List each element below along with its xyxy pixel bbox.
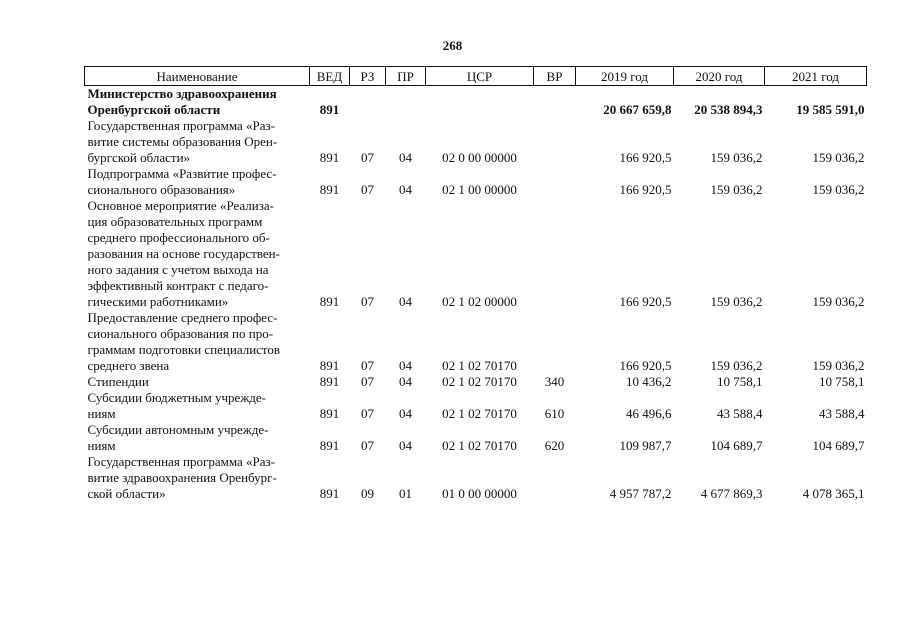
row-csr: 01 0 00 00000	[442, 486, 517, 501]
row-2021: 4 078 365,1	[802, 486, 865, 501]
row-name: Стипендии	[87, 374, 149, 389]
table-row	[85, 390, 867, 422]
row-pr: 04	[399, 294, 412, 309]
row-2019: 166 920,5	[619, 150, 672, 165]
table-row	[85, 118, 867, 166]
table-row	[85, 454, 867, 502]
row-ved: 891	[319, 150, 340, 165]
table-row	[85, 310, 867, 374]
row-rz: 09	[361, 486, 374, 501]
row-pr: 04	[399, 150, 412, 165]
row-ved: 891	[319, 486, 340, 501]
table-row	[85, 422, 867, 454]
row-csr: 02 1 02 70170	[442, 358, 517, 373]
row-rz: 07	[361, 438, 374, 453]
row-2020: 104 689,7	[710, 438, 763, 453]
row-2021: 10 758,1	[819, 374, 865, 389]
row-2021: 159 036,2	[812, 182, 865, 197]
row-2019: 109 987,7	[619, 438, 672, 453]
row-2020: 4 677 869,3	[700, 486, 763, 501]
row-2021: 43 588,4	[819, 406, 865, 421]
table-row	[85, 86, 867, 119]
header-pr: ПР	[386, 67, 426, 86]
row-2021: 19 585 591,0	[796, 102, 865, 117]
row-name: Предоставление среднего профес- сионального образования по про- граммам подготовки специалистов среднего звена	[87, 310, 281, 373]
row-2020: 159 036,2	[710, 294, 763, 309]
row-vr	[534, 454, 576, 502]
row-rz: 07	[361, 358, 374, 373]
row-vr: 620	[544, 438, 565, 453]
row-2021: 159 036,2	[812, 150, 865, 165]
row-name: Государственная программа «Раз- витие системы образования Орен- бургской области»	[87, 118, 278, 165]
row-ved: 891	[319, 358, 340, 373]
table-row	[85, 166, 867, 198]
row-name: Основное мероприятие «Реализа- ция образовательных программ среднего профессионального об- разования на основе государствен- ного задания с учетом выхода на эффективный контракт с педаго- гическими работниками»	[87, 198, 280, 309]
row-2020: 159 036,2	[710, 358, 763, 373]
row-name: Государственная программа «Раз- витие здравоохранения Оренбург- ской области»	[87, 454, 277, 501]
row-csr: 02 0 00 00000	[442, 150, 517, 165]
row-vr: 610	[544, 406, 565, 421]
row-ved: 891	[319, 182, 340, 197]
row-name: Подпрограмма «Развитие профес- сионального образования»	[87, 166, 277, 197]
row-2019: 10 436,2	[626, 374, 672, 389]
row-pr: 04	[399, 374, 412, 389]
row-2019: 20 667 659,8	[603, 102, 672, 117]
row-2020: 159 036,2	[710, 182, 763, 197]
row-vr	[534, 86, 576, 119]
header-rz: РЗ	[350, 67, 386, 86]
row-vr: 340	[544, 374, 565, 389]
table-row	[85, 374, 867, 390]
row-pr	[386, 86, 426, 119]
row-name: Министерство здравоохранения Оренбургской области	[87, 86, 277, 117]
header-2021: 2021 год	[765, 67, 867, 86]
row-vr	[534, 198, 576, 310]
row-pr: 04	[399, 182, 412, 197]
row-2020: 159 036,2	[710, 150, 763, 165]
row-2019: 46 496,6	[626, 406, 672, 421]
row-name: Субсидии бюджетным учрежде- ниям	[87, 390, 267, 421]
row-pr: 04	[399, 406, 412, 421]
row-ved: 891	[319, 294, 340, 309]
row-2021: 159 036,2	[812, 294, 865, 309]
row-2019: 166 920,5	[619, 358, 672, 373]
header-vr: ВР	[534, 67, 576, 86]
table-header-row	[85, 67, 867, 86]
row-2020: 20 538 894,3	[694, 102, 763, 117]
page-number: 268	[442, 38, 463, 53]
row-rz: 07	[361, 182, 374, 197]
row-vr	[534, 166, 576, 198]
header-ved: ВЕД	[310, 67, 350, 86]
row-csr: 02 1 02 00000	[442, 294, 517, 309]
row-2021: 159 036,2	[812, 358, 865, 373]
row-ved: 891	[319, 438, 340, 453]
header-name: Наименование	[85, 67, 310, 86]
row-2021: 104 689,7	[812, 438, 865, 453]
row-rz: 07	[361, 294, 374, 309]
row-2020: 43 588,4	[717, 406, 763, 421]
header-2020: 2020 год	[674, 67, 765, 86]
budget-table	[84, 66, 867, 502]
row-ved: 891	[319, 102, 340, 117]
row-vr	[534, 118, 576, 166]
row-csr	[426, 86, 534, 119]
row-csr: 02 1 02 70170	[442, 374, 517, 389]
row-vr	[534, 310, 576, 374]
row-csr: 02 1 02 70170	[442, 406, 517, 421]
row-rz: 07	[361, 150, 374, 165]
row-2020: 10 758,1	[717, 374, 763, 389]
row-pr: 01	[399, 486, 412, 501]
row-rz: 07	[361, 374, 374, 389]
row-ved: 891	[319, 406, 340, 421]
row-pr: 04	[399, 358, 412, 373]
table-row	[85, 198, 867, 310]
row-csr: 02 1 02 70170	[442, 438, 517, 453]
row-2019: 4 957 787,2	[609, 486, 672, 501]
row-pr: 04	[399, 438, 412, 453]
row-2019: 166 920,5	[619, 182, 672, 197]
row-ved: 891	[319, 374, 340, 389]
row-rz: 07	[361, 406, 374, 421]
row-name: Субсидии автономным учрежде- ниям	[87, 422, 269, 453]
header-2019: 2019 год	[576, 67, 674, 86]
row-csr: 02 1 00 00000	[442, 182, 517, 197]
row-2019: 166 920,5	[619, 294, 672, 309]
header-csr: ЦСР	[426, 67, 534, 86]
row-rz	[350, 86, 386, 119]
